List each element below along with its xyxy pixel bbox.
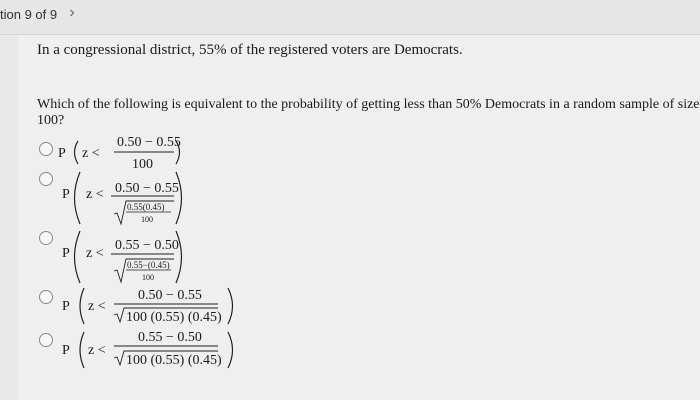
option-2-inner-bottom: 100 <box>141 215 153 224</box>
option-4-p: P <box>62 299 70 314</box>
option-5-p: P <box>62 343 70 358</box>
question-prompt: Which of the following is equivalent to the probability of getting less than 50% Democrats in a random sample of size 100? <box>37 97 700 128</box>
option-4-numerator: 0.50 − 0.55 <box>138 288 202 303</box>
option-3-numerator: 0.55 − 0.50 <box>115 238 179 253</box>
next-question-icon[interactable]: › <box>69 4 75 21</box>
option-2-expression <box>56 168 196 230</box>
question-counter: tion 9 of 9 <box>0 7 58 22</box>
option-4-z: z < <box>88 299 106 314</box>
option-5-expression <box>56 326 246 370</box>
option-2-z: z < <box>86 187 104 202</box>
option-3-p: P <box>62 246 70 261</box>
option-2-radio[interactable] <box>39 172 53 186</box>
option-2-numerator: 0.50 − 0.55 <box>115 181 179 196</box>
option-2-p: P <box>62 187 70 202</box>
option-1-p: P <box>58 146 66 161</box>
option-3-inner-bottom: 100 <box>142 273 154 282</box>
option-4-expression <box>56 284 246 328</box>
option-5-z: z < <box>88 343 106 358</box>
option-3-z: z < <box>86 246 104 261</box>
option-2-inner-top: 0.55(0.45) <box>127 202 165 212</box>
option-3-expression <box>56 227 196 289</box>
question-nav-bar <box>0 0 700 35</box>
option-4-radio[interactable] <box>39 290 53 304</box>
option-1-radio[interactable] <box>39 142 53 156</box>
option-5-radical: 100 (0.55) (0.45) <box>126 353 222 368</box>
question-stem: In a congressional district, 55% of the registered voters are Democrats. <box>37 42 463 58</box>
option-1-numerator: 0.50 − 0.55 <box>117 135 181 150</box>
option-3-radio[interactable] <box>39 231 53 245</box>
option-5-radio[interactable] <box>39 333 53 347</box>
option-3-inner-top: 0.55−(0.45) <box>127 260 170 270</box>
option-4-radical: 100 (0.55) (0.45) <box>126 310 222 325</box>
option-1-z: z < <box>82 146 100 161</box>
option-1-denominator: 100 <box>132 157 153 172</box>
option-5-numerator: 0.55 − 0.50 <box>138 330 202 345</box>
